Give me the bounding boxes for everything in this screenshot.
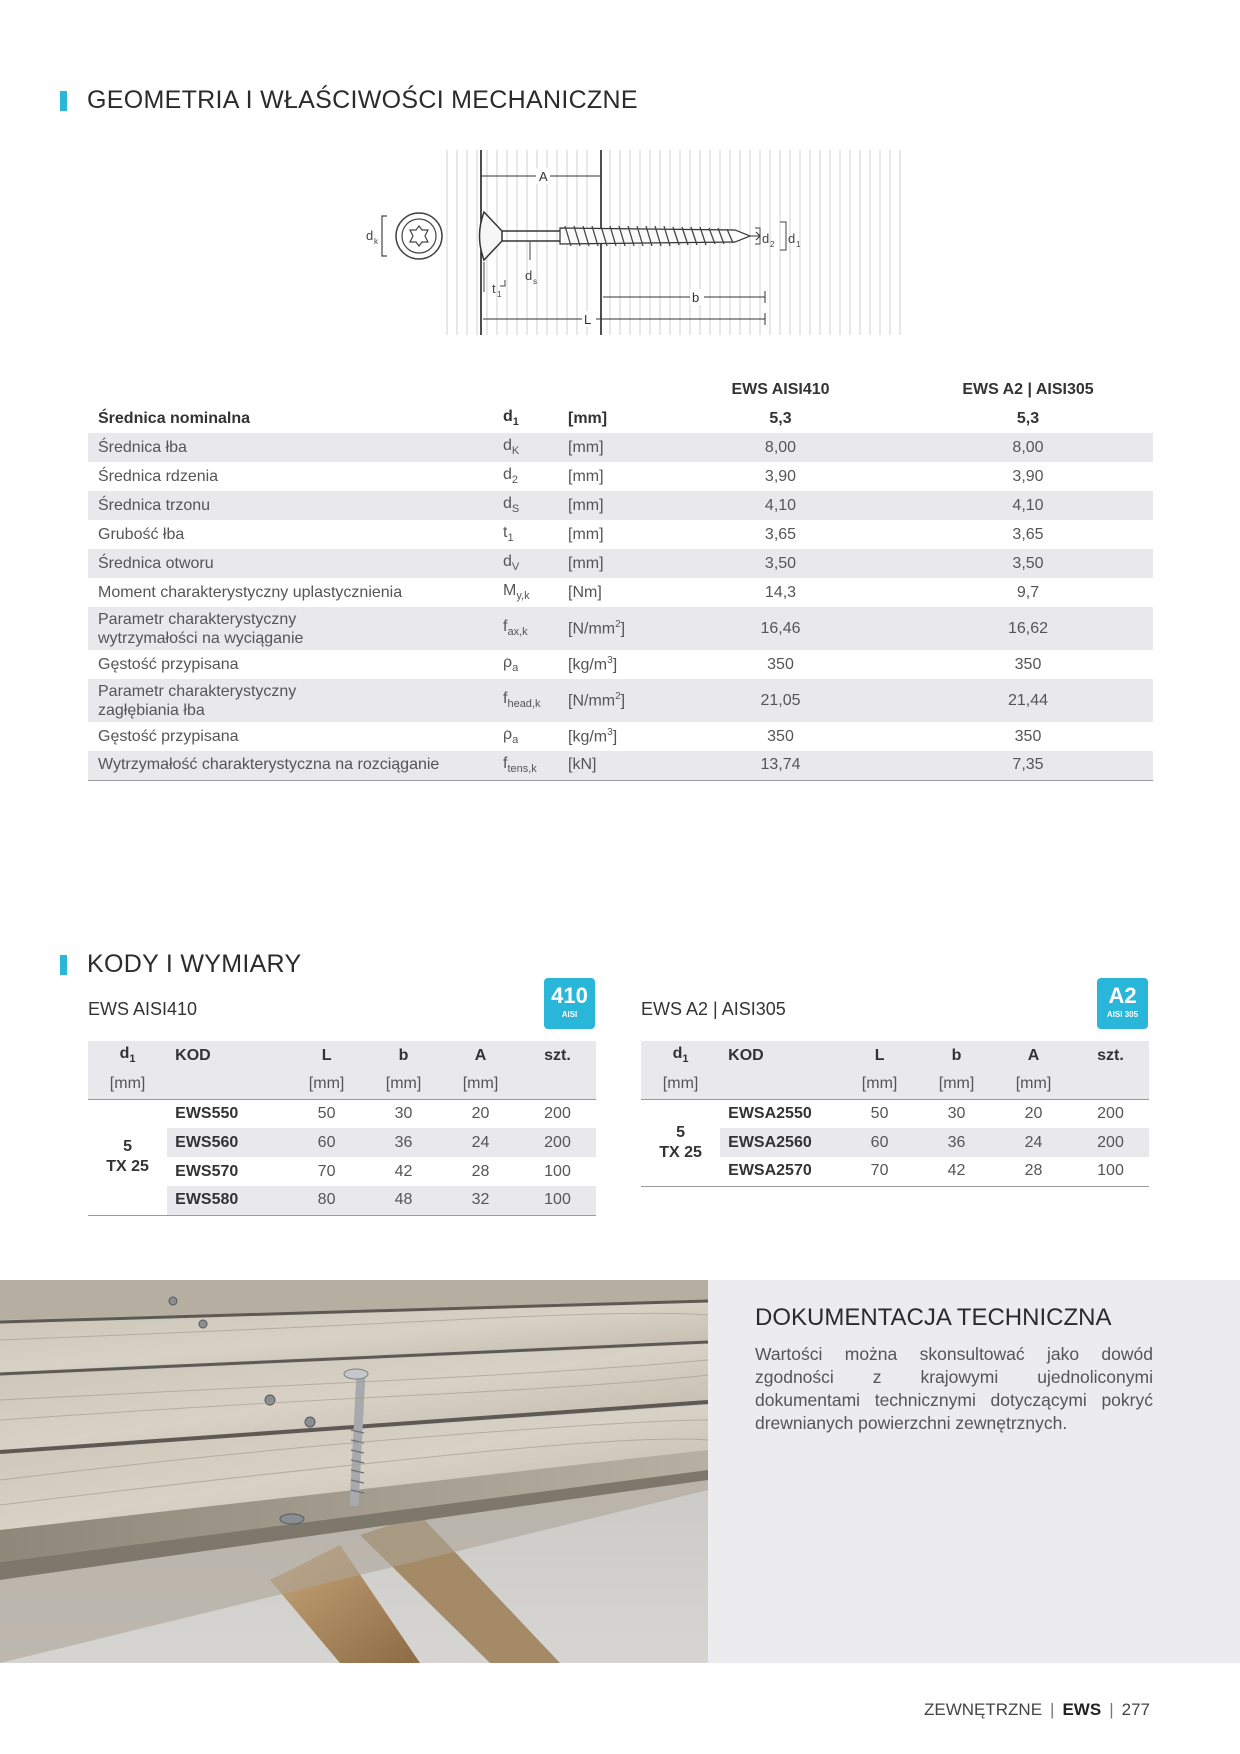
codes-left-subtitle: EWS AISI410 [88,999,198,1019]
col-header-aisi410: EWS AISI410 [731,381,830,398]
drive-value: TX 25 [106,1158,149,1175]
value-a2: 9,7 [1016,583,1040,601]
value-aisi410: 350 [767,727,794,745]
codes-table-aisi410 [88,1041,596,1216]
value-l: 60 [841,1128,918,1157]
codes-section-title [60,950,301,979]
value-aisi410: 21,05 [658,679,903,722]
table-row [88,1099,596,1128]
value-szt: 100 [1072,1157,1149,1186]
codes-right-subtitle: EWS A2 | AISI305 [641,999,786,1019]
property-row [88,404,1153,433]
svg-text:s: s [533,277,537,286]
svg-text:k: k [374,237,378,246]
symbol-base: t [503,524,508,542]
label-dk: d [366,228,374,243]
unit-exponent: 3 [607,726,613,738]
property-row [88,578,1153,607]
codes-header-row [88,1041,596,1070]
symbol-subscript: V [511,561,520,574]
unit-text: [mm] [568,409,608,427]
property-unit [558,679,658,722]
value-szt: 100 [544,1162,571,1180]
unit-a: [mm] [442,1070,519,1099]
value-aisi410: 13,74 [658,751,903,780]
property-row [88,549,1153,578]
property-name: Średnica rdzenia [98,467,219,485]
section-marker [60,91,67,111]
value-a2: 4,10 [903,491,1153,520]
property-symbol [493,578,558,607]
unit-text: [N/mm [568,620,616,638]
value-a: 24 [442,1128,519,1157]
symbol-subscript: 2 [511,474,519,487]
value-a2: 16,62 [903,607,1153,650]
unit-d: [mm] [88,1070,167,1099]
value-b: 42 [394,1162,413,1180]
property-name: Gęstość przypisana [98,655,239,673]
section-marker [60,955,67,975]
product-code: EWS580 [167,1186,288,1215]
deck-photo [0,1280,708,1663]
unit-exponent: 2 [615,690,621,702]
unit-text: [Nm] [568,583,602,601]
symbol-base: d [503,553,512,571]
value-aisi410: 14,3 [764,583,797,601]
property-row [88,607,1153,650]
label-b: b [692,290,700,305]
svg-text:1: 1 [796,240,801,249]
unit-end: ] [612,656,618,674]
screw-geometry-drawing [355,150,905,342]
property-unit [558,433,658,462]
product-code: EWS550 [175,1104,239,1122]
col-header-l: L [841,1041,918,1070]
symbol-base: M [503,582,517,600]
property-unit [558,751,658,780]
property-unit [558,462,658,491]
property-symbol [493,751,558,780]
badge-label: AISI [561,1010,578,1019]
value-szt: 200 [544,1104,571,1122]
property-row [88,650,1153,679]
property-name-line: wytrzymałości na wyciąganie [98,629,304,647]
value-a: 20 [1024,1104,1043,1122]
value-b: 30 [394,1104,413,1122]
symbol-subscript: a [512,662,519,675]
value-aisi410: 3,90 [764,467,797,485]
svg-text:1: 1 [497,290,502,299]
col-header-kod: KOD [167,1041,288,1070]
unit-a: [mm] [995,1070,1072,1099]
symbol-base: f [503,690,508,708]
property-row [88,433,1153,462]
aisi410-badge [544,978,595,1029]
unit-l: [mm] [841,1070,918,1099]
documentation-text: Wartości można skonsultować jako dowód zgodności z krajowymi ujednoliconymi dokumentami technicznymi dotyczącymi pokryć drewnianych powierzchni zewnętrznych. [755,1344,1153,1433]
product-code: EWSA2560 [720,1128,841,1157]
codes-header-row [641,1041,1149,1070]
unit-text: [mm] [568,496,604,514]
property-symbol [493,433,558,462]
value-a2: 3,90 [1012,467,1044,485]
value-l: 70 [841,1157,918,1186]
unit-b: [mm] [918,1070,995,1099]
property-symbol [493,549,558,578]
property-unit [558,607,658,650]
badge-value: 410 [551,983,588,1008]
footer-separator: | [1109,1700,1114,1719]
property-name [88,607,493,650]
property-unit [558,491,658,520]
symbol-subscript: y,k [516,590,530,603]
unit-text: [mm] [568,554,604,572]
symbol-base: d [503,466,512,484]
property-row [88,491,1153,520]
documentation-title: DOKUMENTACJA TECHNICZNA [755,1304,1112,1331]
diameter-cell [641,1099,720,1186]
header-d: d [119,1045,130,1063]
header-d-sub: 1 [129,1053,136,1066]
drive-value: TX 25 [659,1143,702,1161]
value-l: 70 [317,1162,336,1180]
value-a2: 350 [1014,655,1042,673]
property-name: Średnica nominalna [98,409,251,427]
unit-exponent: 3 [607,654,613,666]
product-code: EWSA2570 [720,1157,841,1186]
property-unit [558,404,658,433]
unit-end: ] [612,728,618,746]
value-a2: 3,65 [1012,525,1044,543]
property-row [88,679,1153,722]
label-d1: d [788,231,796,246]
value-a: 24 [995,1128,1072,1157]
property-symbol [493,607,558,650]
unit-end: ] [620,692,626,710]
value-a: 28 [471,1162,490,1180]
page-footer [924,1700,1150,1720]
property-symbol [493,679,558,722]
value-szt: 200 [519,1128,596,1157]
property-name: Średnica otworu [88,549,493,578]
badge-value: A2 [1108,983,1137,1008]
symbol-subscript: K [511,445,520,458]
a2-badge [1097,978,1148,1029]
property-name: Gęstość przypisana [98,727,239,745]
property-unit [558,650,658,679]
col-header-l: L [288,1041,365,1070]
col-header-d1 [641,1041,720,1070]
symbol-subscript: 1 [507,532,514,545]
property-name: Moment charakterystyczny uplastycznienia [98,583,403,601]
footer-category: ZEWNĘTRZNE [924,1700,1043,1719]
unit-text: [kN] [568,756,597,774]
diameter-cell [88,1099,167,1215]
property-row [88,722,1153,751]
geometry-title-text: GEOMETRIA I WŁAŚCIWOŚCI MECHANICZNE [87,86,638,114]
property-symbol [493,491,558,520]
property-unit [558,549,658,578]
col-header-kod: KOD [720,1041,841,1070]
symbol-base: d [503,495,512,513]
product-code: EWSA2550 [728,1104,812,1122]
property-row [88,751,1153,780]
symbol-base: ρ [503,654,513,672]
value-aisi410: 4,10 [658,491,903,520]
value-b: 36 [918,1128,995,1157]
unit-b: [mm] [365,1070,442,1099]
value-aisi410: 5,3 [769,409,792,427]
symbol-base: d [503,408,513,426]
property-symbol [493,650,558,679]
property-symbol [493,462,558,491]
col-header-d1 [88,1041,167,1070]
value-a2: 21,44 [903,679,1153,722]
property-unit [558,578,658,607]
symbol-subscript: ax,k [507,626,528,639]
symbol-base: ρ [503,726,513,744]
symbol-subscript: 1 [512,416,519,429]
footer-product: EWS [1062,1700,1102,1719]
codes-units-row [641,1070,1149,1099]
unit-end: ] [620,620,626,638]
property-unit [558,520,658,549]
unit-text: [kg/m [568,656,608,674]
col-header-b: b [918,1041,995,1070]
value-l: 60 [288,1128,365,1157]
technical-documentation-panel [708,1280,1240,1663]
value-b: 48 [365,1186,442,1215]
unit-exponent: 2 [615,618,621,630]
value-a2: 7,35 [903,751,1153,780]
property-symbol [493,404,558,433]
value-l: 50 [870,1104,889,1122]
unit-l: [mm] [288,1070,365,1099]
unit-text: [kg/m [568,728,608,746]
value-aisi410: 350 [767,655,794,673]
value-a2: 8,00 [903,433,1153,462]
value-a: 20 [471,1104,490,1122]
value-b: 42 [918,1157,995,1186]
property-unit [558,722,658,751]
col-header-b: b [365,1041,442,1070]
header-d-sub: 1 [682,1053,689,1066]
property-name-line: Parametr charakterystyczny [98,682,297,700]
value-aisi410: 16,46 [658,607,903,650]
col-header-a: A [442,1041,519,1070]
col-header-a2: EWS A2 | AISI305 [962,381,1094,398]
label-ds: d [525,268,533,283]
unit-text: [mm] [568,438,604,456]
symbol-base: f [503,755,508,773]
svg-text:2: 2 [770,240,775,249]
unit-text: [mm] [568,525,604,543]
props-header-row [88,376,1153,404]
property-name [88,679,493,722]
footer-separator: | [1050,1700,1055,1719]
value-l: 50 [317,1104,336,1122]
property-name-line: zagłębiania łba [98,701,205,719]
codes-units-row [88,1070,596,1099]
property-row [88,520,1153,549]
page-number: 277 [1121,1700,1150,1719]
badge-label: AISI 305 [1106,1010,1139,1019]
value-a2: 3,50 [903,549,1153,578]
value-b: 30 [947,1104,966,1122]
symbol-subscript: S [511,503,520,516]
header-d: d [672,1045,683,1063]
symbol-base: d [503,437,512,455]
diameter-value: 5 [676,1123,686,1141]
codes-title-text: KODY I WYMIARY [87,950,302,978]
col-header-szt: szt. [1072,1041,1149,1070]
col-header-szt: szt. [519,1041,596,1070]
symbol-base: f [503,618,508,636]
value-l: 80 [288,1186,365,1215]
property-name: Grubość łba [98,525,185,543]
diameter-value: 5 [123,1138,133,1155]
codes-table-a2 [641,1041,1149,1187]
value-b: 36 [365,1128,442,1157]
product-code: EWS570 [175,1162,239,1180]
property-symbol [493,520,558,549]
symbol-subscript: a [512,734,519,747]
table-row [641,1099,1149,1128]
symbol-subscript: head,k [507,698,541,711]
value-a: 32 [442,1186,519,1215]
property-name-line: Parametr charakterystyczny [98,610,297,628]
symbol-subscript: tens,k [507,763,537,776]
value-a2: 5,3 [1016,409,1040,427]
value-aisi410: 3,50 [658,549,903,578]
property-name: Średnica łba [88,433,493,462]
label-d2: d [762,231,770,246]
value-aisi410: 3,65 [764,525,797,543]
unit-d: [mm] [641,1070,720,1099]
product-code: EWS560 [167,1128,288,1157]
property-name: Wytrzymałość charakterystyczna na rozciąganie [88,751,493,780]
value-aisi410: 8,00 [658,433,903,462]
label-A: A [539,169,548,184]
value-a2: 350 [1014,727,1042,745]
value-szt: 200 [1072,1128,1149,1157]
value-szt: 200 [1097,1104,1124,1122]
property-name: Średnica trzonu [88,491,493,520]
label-L: L [584,312,592,327]
property-symbol [493,722,558,751]
col-header-a: A [995,1041,1072,1070]
property-row [88,462,1153,491]
geometry-section-title [60,86,638,115]
label-t1: t [492,281,496,296]
value-szt: 100 [519,1186,596,1215]
mechanical-properties-table [88,376,1153,781]
value-a: 28 [995,1157,1072,1186]
unit-text: [mm] [568,467,604,485]
unit-text: [N/mm [568,692,616,710]
